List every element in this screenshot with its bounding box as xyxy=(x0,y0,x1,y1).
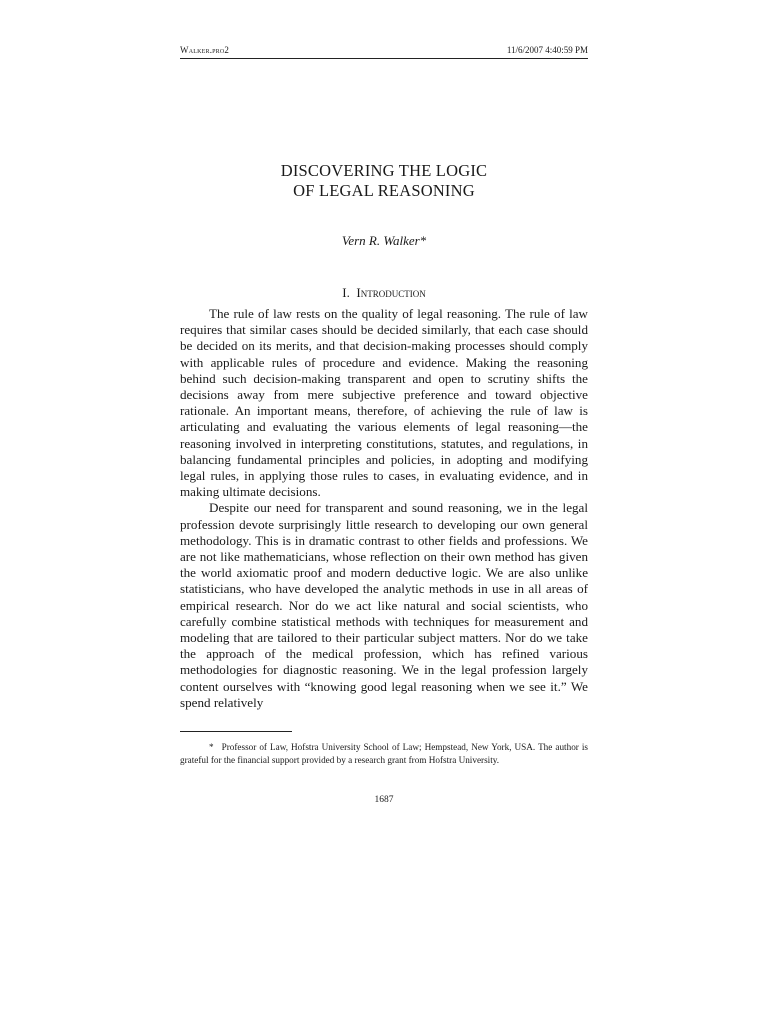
running-header xyxy=(180,45,588,59)
author-name: Vern R. Walker* xyxy=(341,233,427,248)
section-number: I. xyxy=(342,285,350,300)
footnote-mark: * xyxy=(209,742,214,752)
header-timestamp: 11/6/2007 4:40:59 PM xyxy=(506,45,588,55)
footnote xyxy=(180,741,588,766)
paragraph: The rule of law rests on the quality of legal reasoning. The rule of law requires that similar cases should be decided similarly, that each case should be decided on its merits, and that decision-making processes should comply with applicable rules of procedure and evidence. Making the reasoning behind such decision-making transparent and open to scrutiny shifts the decisions away from mere subjective preference and toward objective rationale. An important means, therefore, of achieving the rule of law is articulating and evaluating the various elements of legal reasoning—the reasoning involved in interpreting constitutions, statutes, and regulations, in balancing fundamental principles and policies, in adopting and modifying legal rules, in applying those rules to cases, in evaluating evidence, and in making ultimate decisions. xyxy=(180,306,588,500)
title-line-1: DISCOVERING THE LOGIC xyxy=(280,161,488,180)
body-text xyxy=(180,306,588,711)
footnote-text: Professor of Law, Hofstra University School of Law; Hempstead, New York, USA. The author is grateful for the financial support provided by a research grant from Hofstra University. xyxy=(180,742,588,765)
page-number: 1687 xyxy=(374,795,394,805)
footnote-divider xyxy=(180,731,292,732)
paragraph: Despite our need for transparent and sound reasoning, we in the legal profession devote surprisingly little research to developing our own general methodology. This is in dramatic contrast to other fields and professions. We are not like mathematicians, whose reflection on their own method has given the world axiomatic proof and modern deductive logic. We are also unlike statisticians, who have developed the analytic methods in use in all areas of empirical research. Nor do we act like natural and social scientists, who carefully combine statistical methods with techniques for measurement and modeling that are tailored to their particular subject matters. Nor do we take the approach of the medical profession, which has refined various methodologies for diagnostic reasoning. We in the legal profession largely content ourselves with “knowing good legal reasoning when we see it.” We spend relatively xyxy=(180,500,588,710)
section-heading xyxy=(180,285,588,301)
section-title: Introduction xyxy=(356,285,426,300)
article-title xyxy=(180,161,588,201)
header-filename: Walker.pro2 xyxy=(180,45,230,55)
title-line-2: OF LEGAL REASONING xyxy=(293,181,475,200)
